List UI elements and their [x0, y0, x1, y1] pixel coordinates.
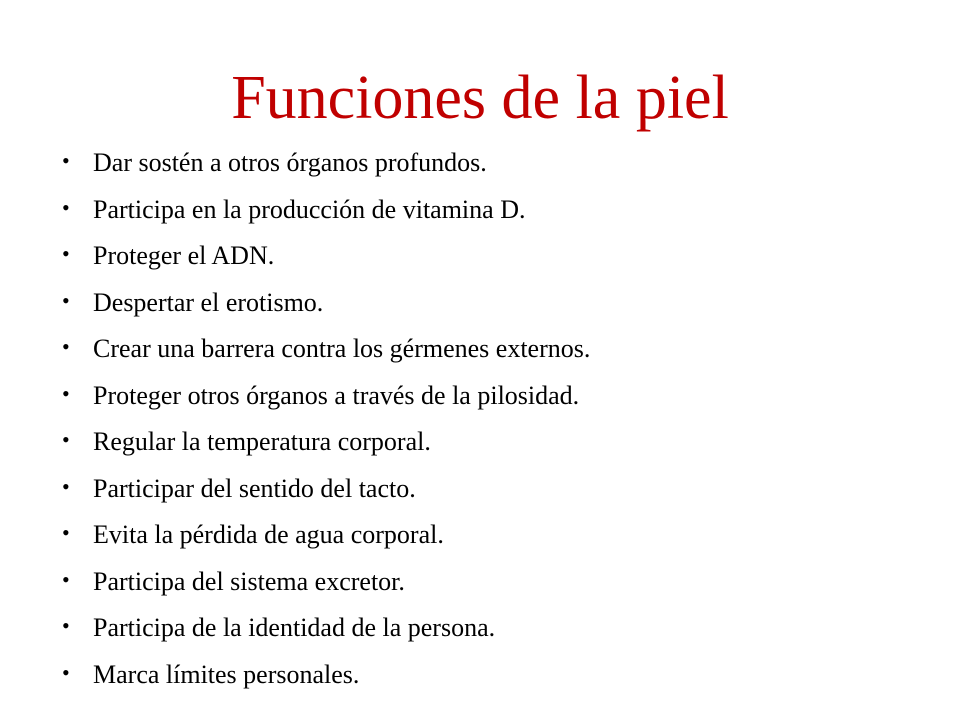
bullet-icon: • [62, 241, 70, 266]
bullet-icon: • [62, 380, 70, 406]
bullet-icon: • [62, 473, 70, 499]
list-item [62, 233, 590, 280]
list-item [62, 652, 590, 699]
list-item-text: Proteger otros órganos a través de la pilosidad. [93, 380, 580, 410]
list-item-text: Participa en la producción de vitamina D. [93, 194, 526, 224]
bullet-list [62, 140, 590, 698]
list-item [62, 466, 590, 513]
list-item-text: Despertar el erotismo. [93, 287, 324, 317]
list-item-text: Evita la pérdida de agua corporal. [93, 520, 444, 549]
bullet-icon: • [62, 659, 70, 685]
bullet-icon: • [62, 287, 70, 313]
slide-title: Funciones de la piel [231, 64, 729, 132]
bullet-icon: • [62, 613, 70, 638]
bullet-icon: • [62, 427, 70, 452]
list-item-text: Regular la temperatura corporal. [93, 427, 431, 456]
list-item [62, 140, 590, 187]
list-item [62, 326, 590, 373]
bullet-icon: • [62, 566, 70, 592]
bullet-icon: • [62, 334, 70, 359]
list-item [62, 280, 590, 327]
list-item-text: Participa de la identidad de la persona. [93, 613, 496, 642]
list-item-text: Crear una barrera contra los gérmenes externos. [93, 334, 591, 363]
list-item-text: Participar del sentido del tacto. [93, 473, 416, 503]
list-item-text: Dar sostén a otros órganos profundos. [93, 148, 487, 177]
list-item [62, 419, 590, 466]
bullet-icon: • [62, 194, 70, 220]
list-item [62, 559, 590, 606]
list-item-text: Participa del sistema excretor. [93, 566, 405, 596]
list-item [62, 512, 590, 559]
bullet-icon: • [62, 520, 70, 545]
list-item [62, 605, 590, 652]
list-item [62, 373, 590, 420]
list-item [62, 187, 590, 234]
list-item-text: Marca límites personales. [93, 659, 360, 689]
list-item-text: Proteger el ADN. [93, 241, 275, 270]
bullet-icon: • [62, 148, 70, 173]
